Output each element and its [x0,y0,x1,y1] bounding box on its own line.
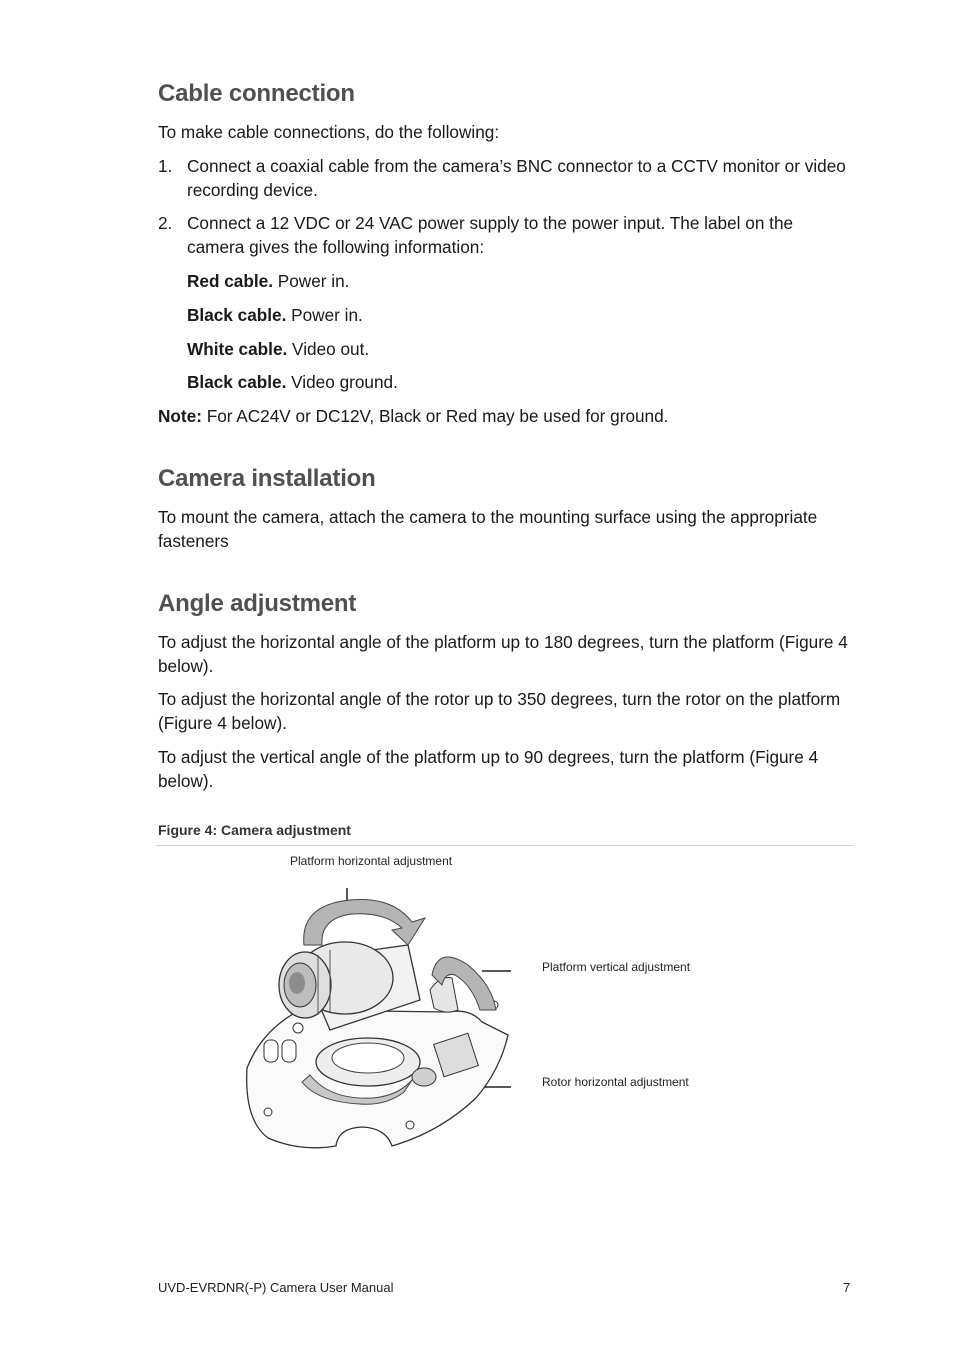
cable-desc: Video ground. [286,372,398,392]
label-platform-vertical: Platform vertical adjustment [542,960,691,974]
install-text: To mount the camera, attach the camera to the mounting surface using the appropriate fasteners [158,507,818,551]
step-number-1: 1. [158,156,173,176]
footer-manual-title: UVD-EVRDNR(-P) Camera User Manual [158,1280,394,1295]
label-platform-horizontal: Platform horizontal adjustment [290,854,453,868]
cable-desc: Power in. [286,305,363,325]
step-text-1: Connect a coaxial cable from the camera’s BNC connector to a CCTV monitor or video recording device. [187,156,846,200]
angle-paragraph-2: To adjust the horizontal angle of the rotor up to 350 degrees, turn the rotor on the platform (Figure 4 below). [158,689,841,733]
section-heading-cable-connection: Cable connection [158,80,355,107]
angle-paragraph-1: To adjust the horizontal angle of the platform up to 180 degrees, turn the platform (Figure 4 below). [158,632,848,676]
step-text-2: Connect a 12 VDC or 24 VAC power supply to the power input. The label on the camera gives the following information: [187,213,794,257]
footer-page-number: 7 [843,1280,851,1295]
angle-paragraph-3: To adjust the vertical angle of the platform up to 90 degrees, turn the platform (Figure 4 below). [158,747,819,791]
section-heading-camera-installation: Camera installation [158,465,376,492]
cable-term: Red cable. [187,271,273,291]
platform-horizontal-arrow [304,899,425,945]
cable-term: Black cable. [187,372,287,392]
step-number-2: 2. [158,213,173,233]
cable-desc: Video out. [287,339,370,359]
section-heading-angle-adjustment: Angle adjustment [158,590,357,617]
tilt-arm [430,978,458,1013]
note-label: Note: [158,406,202,426]
cable-desc: Power in. [272,271,350,291]
adjust-knob [293,1023,303,1033]
cable-term: White cable. [187,339,288,359]
lens-center [289,972,305,994]
cable-intro: To make cable connections, do the following: [158,122,500,142]
rotor-inner [332,1043,404,1073]
cable-grommet [412,1068,436,1086]
cable-term: Black cable. [187,305,287,325]
cable-cylinder [264,1040,278,1062]
label-rotor-horizontal: Rotor horizontal adjustment [542,1075,689,1089]
figure-caption: Figure 4: Camera adjustment [158,822,351,838]
note-text: For AC24V or DC12V, Black or Red may be used for ground. [201,406,669,426]
cable-cylinder [282,1040,296,1062]
